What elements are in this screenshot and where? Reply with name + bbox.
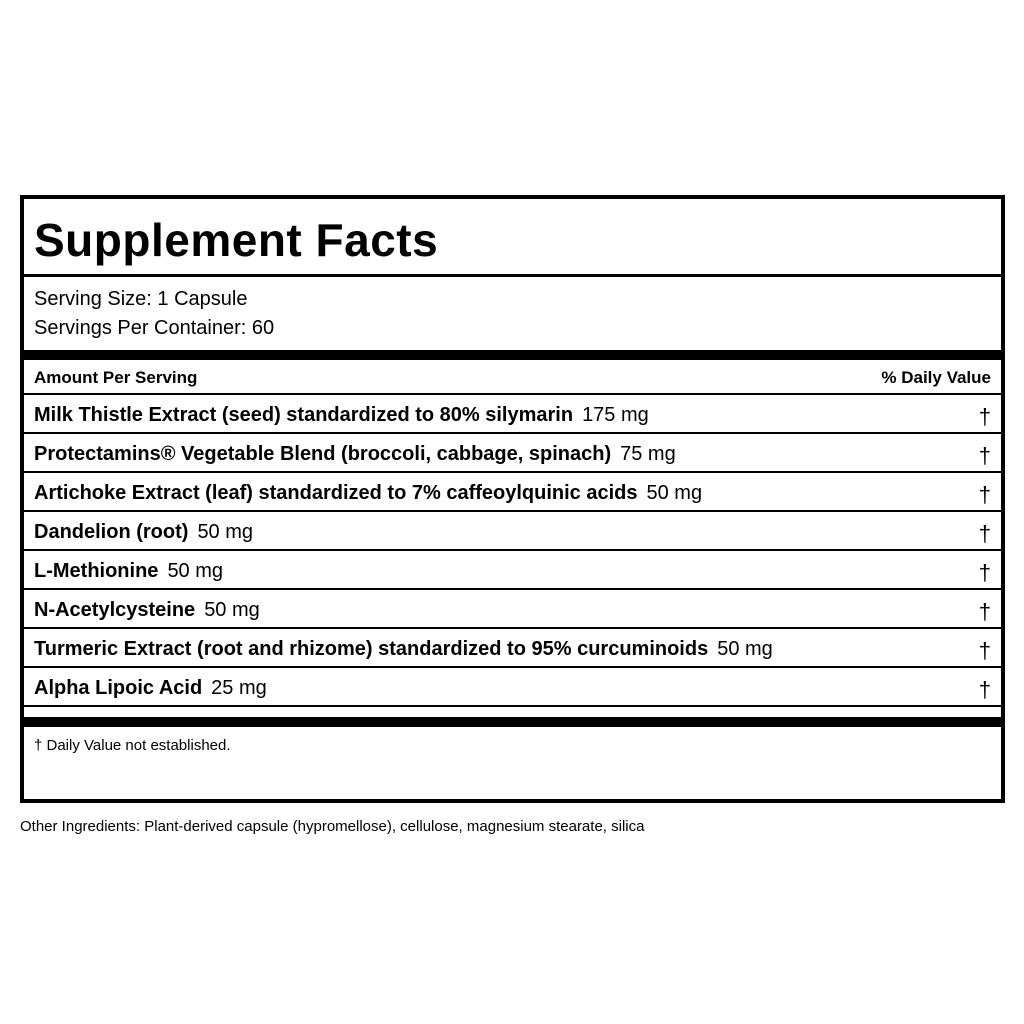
- ingredient-amount: 50 mg: [204, 599, 260, 621]
- ingredient-amount: 50 mg: [717, 638, 773, 660]
- thick-divider-top: [24, 350, 1001, 360]
- row-divider: [24, 471, 1001, 473]
- serving-size: Serving Size: 1 Capsule: [34, 288, 248, 310]
- daily-value-header: % Daily Value: [881, 368, 991, 387]
- ingredient-row: [34, 443, 991, 480]
- ingredient-amount: 50 mg: [167, 560, 224, 582]
- daily-value-mark: †: [978, 521, 991, 546]
- ingredient-row: [34, 599, 991, 636]
- ingredient-row: [34, 638, 991, 675]
- ingredient-name: N-Acetylcysteine: [34, 599, 196, 621]
- servings-per-container: Servings Per Container: 60: [34, 317, 275, 339]
- ingredient-name: Milk Thistle Extract (seed) standardized to 80% silymarin: [34, 404, 574, 426]
- ingredient-row: [34, 560, 991, 597]
- thick-divider-bottom: [24, 717, 1001, 727]
- row-divider: [24, 705, 1001, 707]
- ingredient-amount: 50 mg: [197, 521, 254, 543]
- ingredient-amount: 50 mg: [646, 482, 703, 504]
- ingredient-name: L-Methionine: [34, 560, 159, 582]
- ingredient-amount: 25 mg: [211, 677, 267, 699]
- amount-per-serving-header: Amount Per Serving: [34, 368, 198, 387]
- row-divider: [24, 627, 1001, 629]
- ingredient-amount: 175 mg: [582, 404, 649, 426]
- supplement-facts-panel: [20, 195, 1005, 803]
- ingredient-name: Artichoke Extract (leaf) standardized to 7% caffeoylquinic acids: [34, 482, 638, 504]
- row-divider: [24, 549, 1001, 551]
- panel-title: Supplement Facts: [34, 214, 439, 266]
- ingredient-name: Turmeric Extract (root and rhizome) standardized to 95% curcuminoids: [34, 638, 709, 660]
- ingredient-name: Dandelion (root): [34, 521, 189, 543]
- daily-value-mark: †: [978, 404, 991, 429]
- daily-value-mark: †: [978, 443, 991, 468]
- daily-value-mark: †: [978, 677, 991, 702]
- ingredient-row: [34, 404, 991, 441]
- daily-value-mark: †: [978, 482, 991, 507]
- footnote: † Daily Value not established.: [34, 737, 231, 754]
- row-divider: [24, 432, 1001, 434]
- title-divider: [24, 274, 1001, 277]
- daily-value-mark: †: [978, 599, 991, 624]
- ingredient-amount: 75 mg: [620, 443, 676, 465]
- row-divider: [24, 510, 1001, 512]
- ingredient-row: [34, 482, 991, 519]
- row-divider: [24, 666, 1001, 668]
- ingredient-name: Protectamins® Vegetable Blend (broccoli, cabbage, spinach): [34, 443, 612, 465]
- row-divider: [24, 393, 1001, 395]
- other-ingredients: Other Ingredients: Plant-derived capsule (hypromellose), cellulose, magnesium stearate, silica: [20, 818, 645, 835]
- row-divider: [24, 588, 1001, 590]
- ingredient-row: [34, 677, 991, 714]
- daily-value-mark: †: [978, 560, 991, 585]
- daily-value-mark: †: [978, 638, 991, 663]
- ingredient-name: Alpha Lipoic Acid: [34, 677, 203, 699]
- ingredient-row: [34, 521, 991, 558]
